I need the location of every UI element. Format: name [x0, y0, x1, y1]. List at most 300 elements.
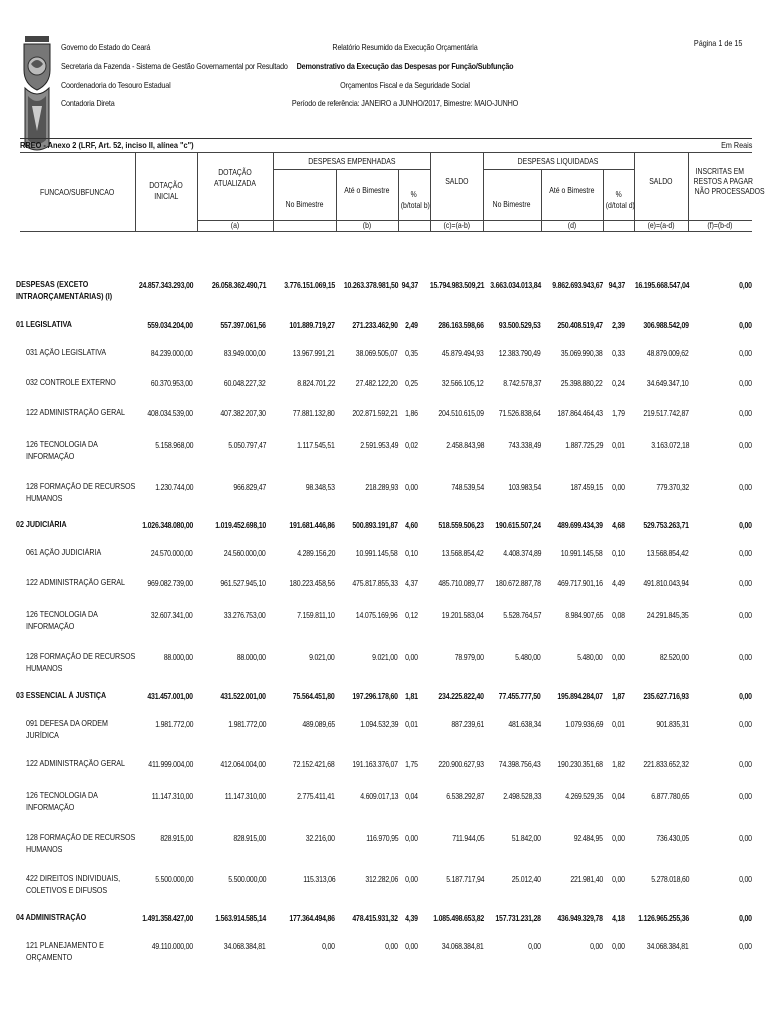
- row-label: [26, 832, 150, 857]
- cell-dotacao-atualizada: 5.500.000,00: [227, 875, 266, 884]
- cell-inscritas: 0,00: [739, 942, 752, 951]
- cell-saldo-c: 2.458.843,98: [445, 441, 484, 450]
- cell-dotacao-inicial: 431.457.001,00: [147, 692, 193, 701]
- cell-emp-ate-bimestre: 500.893.191,87: [352, 521, 398, 530]
- cell-dotacao-atualizada: 828.915,00: [233, 834, 266, 843]
- cell-emp-ate-bimestre: 478.415.931,32: [352, 914, 398, 923]
- cell-emp-no-bimestre: 489.089,65: [302, 720, 335, 729]
- cell-dotacao-atualizada: 24.560.000,00: [224, 549, 266, 558]
- row-label-line: 126 TECNOLOGIA DA: [26, 440, 98, 449]
- cell-emp-no-bimestre: 32.216,00: [305, 834, 335, 843]
- cell-dotacao-inicial: 60.370.953,00: [151, 379, 193, 388]
- cell-emp-ate-bimestre: 202.871.592,21: [352, 409, 398, 418]
- cell-emp-ate-bimestre: 1.094.532,39: [359, 720, 398, 729]
- cell-liq-pct: 0,01: [612, 441, 625, 450]
- cell-emp-no-bimestre: 13.967.991,21: [293, 349, 335, 358]
- cell-liq-no-bimestre: 157.731.231,28: [495, 914, 541, 923]
- cell-emp-no-bimestre: 191.681.446,86: [289, 521, 335, 530]
- cell-liq-no-bimestre: 481.638,34: [508, 720, 541, 729]
- cell-emp-ate-bimestre: 4.609.017,13: [359, 792, 398, 801]
- cell-liq-pct: 4,49: [612, 579, 625, 588]
- cell-liq-ate-bimestre: 436.949.329,78: [557, 914, 603, 923]
- col-dotacao-atualizada: DOTAÇÃO ATUALIZADA: [214, 168, 256, 188]
- col-dotacao-inicial: DOTAÇÃO INICIAL: [149, 181, 183, 201]
- group-liquidadas: DESPESAS LIQUIDADAS: [518, 157, 599, 166]
- cell-inscritas: 0,00: [739, 875, 752, 884]
- cell-saldo-e: 48.879.009,62: [647, 349, 689, 358]
- cell-dotacao-atualizada: 1.981.772,00: [227, 720, 266, 729]
- cell-saldo-c: 711.944,05: [451, 834, 484, 843]
- row-label-line: 061 AÇÃO JUDICIÁRIA: [26, 548, 102, 557]
- cell-dotacao-inicial: 408.034.539,00: [147, 409, 193, 418]
- cell-saldo-c: 34.068.384,81: [442, 942, 484, 951]
- cell-liq-no-bimestre: 3.663.034.013,84: [490, 281, 541, 290]
- cell-emp-no-bimestre: 180.223.458,56: [289, 579, 335, 588]
- cell-dotacao-inicial: 49.110.000,00: [151, 942, 193, 951]
- row-label-line: 031 AÇÃO LEGISLATIVA: [26, 348, 107, 357]
- row-label-line: 126 TECNOLOGIA DA: [26, 610, 98, 619]
- row-label-line: INFORMAÇÃO: [26, 803, 75, 813]
- cell-emp-ate-bimestre: 218.289,93: [365, 483, 398, 492]
- cell-liq-ate-bimestre: 5.480,00: [577, 653, 603, 662]
- col-liq-ate-bimestre: Até o Bimestre: [549, 186, 595, 195]
- report-header: [250, 38, 560, 113]
- cell-emp-no-bimestre: 0,00: [322, 942, 335, 951]
- cell-dotacao-atualizada: 34.068.384,81: [224, 942, 266, 951]
- col-saldo-e-ref: (e)=(a-d): [647, 221, 675, 230]
- cell-liq-ate-bimestre: 190.230.351,68: [557, 760, 603, 769]
- cell-inscritas: 0,00: [739, 281, 752, 290]
- row-label-line: 122 ADMINISTRAÇÃO GERAL: [26, 578, 125, 587]
- cell-emp-ate-bimestre: 27.482.122,20: [356, 379, 398, 388]
- report-period: Período de referência: JANEIRO a JUNHO/2017, Bimestre: MAIO-JUNHO: [291, 98, 519, 109]
- cell-liq-pct: 0,00: [612, 834, 625, 843]
- cell-dotacao-inicial: 24.857.343.293,00: [138, 281, 193, 290]
- cell-dotacao-atualizada: 966.829,47: [233, 483, 266, 492]
- cell-saldo-e: 3.163.072,18: [650, 441, 689, 450]
- cell-emp-no-bimestre: 72.152.421,68: [293, 760, 335, 769]
- cell-liq-no-bimestre: 71.526.838,64: [499, 409, 541, 418]
- col-emp-pct: % (b/total b): [400, 190, 430, 210]
- cell-saldo-e: 221.833.652,32: [643, 760, 689, 769]
- cell-dotacao-inicial: 32.607.341,00: [151, 611, 193, 620]
- cell-emp-pct: 4,39: [405, 914, 418, 923]
- cell-dotacao-atualizada: 5.050.797,47: [227, 441, 266, 450]
- cell-inscritas: 0,00: [739, 483, 752, 492]
- cell-saldo-e: 6.877.780,65: [650, 792, 689, 801]
- row-label: [26, 758, 138, 770]
- cell-liq-ate-bimestre: 25.398.880,22: [561, 379, 603, 388]
- cell-emp-no-bimestre: 8.824.701,22: [296, 379, 335, 388]
- cell-emp-pct: 0,00: [405, 942, 418, 951]
- cell-emp-pct: 4,60: [405, 521, 418, 530]
- cell-liq-pct: 1,79: [612, 409, 625, 418]
- cell-saldo-c: 45.879.494,93: [442, 349, 484, 358]
- cell-liq-pct: 0,04: [612, 792, 625, 801]
- cell-inscritas: 0,00: [739, 521, 752, 530]
- cell-emp-no-bimestre: 75.564.451,80: [293, 692, 335, 701]
- cell-liq-ate-bimestre: 469.717.901,16: [557, 579, 603, 588]
- col-funcao: FUNCAO/SUBFUNCAO: [40, 188, 115, 197]
- cell-emp-no-bimestre: 7.159.811,10: [297, 611, 335, 620]
- cell-liq-no-bimestre: 77.455.777,50: [499, 692, 541, 701]
- cell-liq-ate-bimestre: 221.981,40: [570, 875, 603, 884]
- cell-emp-pct: 0,35: [405, 349, 418, 358]
- cell-emp-ate-bimestre: 116.970,95: [365, 834, 398, 843]
- cell-liq-no-bimestre: 51.842,00: [511, 834, 541, 843]
- cell-dotacao-atualizada: 412.064.004,00: [220, 760, 266, 769]
- cell-saldo-e: 306.988.542,09: [643, 321, 689, 330]
- cell-saldo-e: 34.068.384,81: [647, 942, 689, 951]
- row-label-line: 01 LEGISLATIVA: [16, 320, 72, 329]
- row-label: [26, 577, 138, 589]
- cell-emp-no-bimestre: 77.881.132,80: [293, 409, 335, 418]
- row-label: [26, 347, 117, 359]
- cell-liq-ate-bimestre: 187.864.464,43: [557, 409, 603, 418]
- cell-dotacao-inicial: 411.999.004,00: [148, 760, 193, 769]
- cell-dotacao-inicial: 5.500.000,00: [154, 875, 193, 884]
- cell-liq-ate-bimestre: 0,00: [590, 942, 603, 951]
- cell-emp-no-bimestre: 3.776.151.069,15: [284, 281, 335, 290]
- row-label-line: 032 CONTROLE EXTERNO: [26, 378, 116, 387]
- col-inscritas-ref: (f)=(b-d): [707, 221, 733, 230]
- cell-dotacao-atualizada: 557.397.061,56: [220, 321, 266, 330]
- cell-saldo-c: 748.539,54: [451, 483, 484, 492]
- cell-dotacao-inicial: 11.147.310,00: [151, 792, 193, 801]
- cell-liq-pct: 0,00: [612, 483, 625, 492]
- cell-dotacao-atualizada: 83.949.000,00: [224, 349, 266, 358]
- cell-inscritas: 0,00: [739, 409, 752, 418]
- cell-dotacao-inicial: 1.981.772,00: [154, 720, 193, 729]
- cell-liq-ate-bimestre: 8.984.907,65: [564, 611, 603, 620]
- cell-liq-no-bimestre: 180.672.887,78: [495, 579, 541, 588]
- row-label: [26, 940, 114, 965]
- col-saldo-e: SALDO: [649, 177, 673, 186]
- cell-saldo-c: 5.187.717,94: [445, 875, 484, 884]
- row-label: [26, 718, 119, 743]
- cell-liq-no-bimestre: 2.498.528,33: [502, 792, 541, 801]
- cell-saldo-e: 219.517.742,87: [643, 409, 689, 418]
- cell-liq-pct: 0,10: [612, 549, 625, 558]
- row-label: [16, 690, 118, 702]
- cell-liq-ate-bimestre: 4.269.529,35: [564, 792, 603, 801]
- col-liq-ate-ref: (d): [567, 221, 577, 230]
- cell-dotacao-inicial: 1.491.358.427,00: [142, 914, 193, 923]
- cell-liq-ate-bimestre: 10.991.145,58: [561, 549, 603, 558]
- gov-line-contadoria: Contadoria Direta: [61, 98, 115, 109]
- cell-inscritas: 0,00: [739, 441, 752, 450]
- cell-dotacao-atualizada: 431.522.001,00: [220, 692, 266, 701]
- cell-saldo-e: 529.753.263,71: [643, 521, 689, 530]
- gov-line-secretary: Secretaria da Fazenda - Sistema de Gestão Governamental por Resultado: [61, 60, 288, 71]
- cell-emp-ate-bimestre: 10.263.378.981,50: [343, 281, 398, 290]
- cell-inscritas: 0,00: [739, 611, 752, 620]
- cell-emp-no-bimestre: 98.348,53: [305, 483, 335, 492]
- cell-liq-pct: 1,87: [612, 692, 625, 701]
- cell-emp-ate-bimestre: 271.233.462,90: [352, 321, 398, 330]
- cell-dotacao-inicial: 1.026.348.080,00: [142, 521, 193, 530]
- row-label-line: 122 ADMINISTRAÇÃO GERAL: [26, 759, 125, 768]
- cell-dotacao-atualizada: 961.527.945,10: [220, 579, 266, 588]
- cell-liq-pct: 0,01: [612, 720, 625, 729]
- col-saldo-c-ref: (c)=(a-b): [443, 221, 470, 230]
- row-label: [26, 407, 138, 419]
- cell-liq-ate-bimestre: 92.484,95: [573, 834, 603, 843]
- cell-liq-no-bimestre: 4.408.374,89: [502, 549, 541, 558]
- cell-emp-no-bimestre: 177.364.494,86: [289, 914, 335, 923]
- cell-inscritas: 0,00: [739, 349, 752, 358]
- cell-saldo-e: 82.520,00: [659, 653, 689, 662]
- cell-emp-pct: 1,86: [405, 409, 418, 418]
- cell-emp-no-bimestre: 115.313,06: [302, 875, 335, 884]
- cell-saldo-c: 13.568.854,42: [442, 549, 484, 558]
- cell-liq-pct: 0,24: [612, 379, 625, 388]
- row-label-line: INFORMAÇÃO: [26, 622, 75, 632]
- row-label-line: 02 JUDICIÁRIA: [16, 520, 67, 529]
- cell-saldo-e: 1.126.965.255,36: [638, 914, 689, 923]
- row-label-line: 04 ADMINISTRAÇÃO: [16, 913, 87, 922]
- cell-liq-no-bimestre: 103.983,54: [508, 483, 541, 492]
- col-emp-no-bimestre: No Bimestre: [285, 200, 324, 209]
- cell-liq-pct: 0,00: [612, 653, 625, 662]
- cell-inscritas: 0,00: [739, 579, 752, 588]
- cell-saldo-e: 13.568.854,42: [647, 549, 689, 558]
- cell-emp-no-bimestre: 9.021,00: [309, 653, 335, 662]
- cell-dotacao-atualizada: 60.048.227,32: [224, 379, 266, 388]
- row-label: [16, 279, 125, 304]
- cell-emp-pct: 2,49: [405, 321, 418, 330]
- row-label-line: 03 ESSENCIAL À JUSTIÇA: [16, 691, 107, 700]
- gov-line-coordination: Coordenadoria do Tesouro Estadual: [61, 79, 171, 90]
- cell-saldo-c: 78.979,00: [454, 653, 484, 662]
- row-label-line: 121 PLANEJAMENTO E: [26, 941, 104, 950]
- cell-saldo-c: 518.559.506,23: [438, 521, 484, 530]
- cell-emp-pct: 0,00: [405, 834, 418, 843]
- cell-inscritas: 0,00: [739, 760, 752, 769]
- cell-saldo-c: 6.538.292,87: [445, 792, 484, 801]
- cell-emp-no-bimestre: 2.775.411,41: [297, 792, 335, 801]
- cell-liq-no-bimestre: 74.398.756,43: [499, 760, 541, 769]
- cell-emp-ate-bimestre: 191.163.376,07: [352, 760, 398, 769]
- cell-liq-pct: 0,08: [612, 611, 625, 620]
- group-empenhadas: DESPESAS EMPENHADAS: [307, 157, 396, 166]
- cell-dotacao-inicial: 84.239.000,00: [151, 349, 193, 358]
- cell-emp-ate-bimestre: 312.282,06: [365, 875, 398, 884]
- cell-saldo-e: 491.810.043,94: [643, 579, 689, 588]
- annex-title: RREO - Anexo 2 (LRF, Art. 52, inciso II, alínea "c"): [20, 140, 194, 150]
- row-label-line: HUMANOS: [26, 494, 63, 504]
- cell-emp-ate-bimestre: 197.296.178,60: [352, 692, 398, 701]
- col-liq-pct: % (d/total d): [605, 190, 635, 210]
- col-inscritas: INSCRITAS EM RESTOS A PAGAR NÃO PROCESSADOS: [693, 167, 765, 196]
- cell-liq-no-bimestre: 190.615.507,24: [495, 521, 541, 530]
- col-liq-no-bimestre: No Bimestre: [493, 200, 531, 209]
- row-label: [16, 912, 96, 924]
- cell-emp-pct: 0,02: [405, 441, 418, 450]
- cell-liq-ate-bimestre: 1.079.936,69: [564, 720, 603, 729]
- row-label-line: DESPESAS (EXCETO: [16, 280, 89, 289]
- cell-inscritas: 0,00: [739, 720, 752, 729]
- cell-saldo-c: 234.225.822,40: [438, 692, 484, 701]
- cell-emp-pct: 4,37: [405, 579, 418, 588]
- cell-inscritas: 0,00: [739, 321, 752, 330]
- cell-emp-no-bimestre: 1.117.545,51: [297, 441, 335, 450]
- cell-liq-no-bimestre: 8.742.578,37: [502, 379, 541, 388]
- cell-liq-pct: 4,68: [612, 521, 625, 530]
- col-emp-ate-ref: (b): [362, 221, 372, 230]
- ceara-coat-of-arms-icon: [22, 36, 52, 154]
- row-label-line: 128 FORMAÇÃO DE RECURSOS: [26, 833, 136, 842]
- cell-emp-pct: 0,00: [405, 483, 418, 492]
- cell-liq-pct: 0,00: [612, 875, 625, 884]
- cell-saldo-e: 24.291.845,35: [647, 611, 689, 620]
- divider: [20, 138, 752, 139]
- cell-dotacao-inicial: 1.230.744,00: [154, 483, 193, 492]
- cell-emp-no-bimestre: 4.289.156,20: [296, 549, 335, 558]
- cell-saldo-e: 736.430,05: [656, 834, 689, 843]
- cell-saldo-c: 485.710.089,77: [438, 579, 484, 588]
- cell-liq-no-bimestre: 0,00: [528, 942, 541, 951]
- cell-emp-pct: 94,37: [401, 281, 418, 290]
- cell-emp-ate-bimestre: 475.817.855,33: [352, 579, 398, 588]
- cell-dotacao-atualizada: 26.058.362.490,71: [211, 281, 266, 290]
- cell-emp-pct: 0,00: [405, 875, 418, 884]
- row-label: [16, 519, 74, 531]
- cell-inscritas: 0,00: [739, 692, 752, 701]
- cell-liq-pct: 4,18: [612, 914, 625, 923]
- gov-line-state: Governo do Estado do Ceará: [61, 42, 151, 52]
- cell-saldo-c: 220.900.627,93: [438, 760, 484, 769]
- report-title: Relatório Resumido da Execução Orçamentária: [332, 42, 478, 52]
- cell-dotacao-atualizada: 407.382.207,30: [220, 409, 266, 418]
- row-label-line: 422 DIREITOS INDIVIDUAIS,: [26, 874, 121, 883]
- cell-saldo-e: 235.627.716,93: [643, 692, 689, 701]
- report-subtitle: Demonstrativo da Execução das Despesas por Função/Subfunção: [296, 60, 514, 71]
- cell-liq-ate-bimestre: 35.069.990,38: [561, 349, 603, 358]
- cell-emp-pct: 0,00: [405, 653, 418, 662]
- row-label-line: COLETIVOS E DIFUSOS: [26, 886, 108, 896]
- cell-emp-ate-bimestre: 9.021,00: [372, 653, 398, 662]
- row-label: [26, 547, 111, 559]
- cell-emp-ate-bimestre: 38.069.505,07: [356, 349, 398, 358]
- cell-liq-ate-bimestre: 195.894.284,07: [557, 692, 603, 701]
- col-emp-ate-bimestre: Até o Bimestre: [344, 186, 390, 195]
- cell-emp-pct: 0,04: [405, 792, 418, 801]
- cell-dotacao-atualizada: 1.563.914.585,14: [215, 914, 266, 923]
- cell-liq-pct: 1,82: [612, 760, 625, 769]
- cell-liq-no-bimestre: 93.500.529,53: [499, 321, 541, 330]
- cell-inscritas: 0,00: [739, 834, 752, 843]
- cell-saldo-c: 19.201.583,04: [442, 611, 484, 620]
- cell-inscritas: 0,00: [739, 653, 752, 662]
- cell-dotacao-inicial: 24.570.000,00: [151, 549, 193, 558]
- cell-liq-no-bimestre: 25.012,40: [511, 875, 541, 884]
- cell-emp-ate-bimestre: 14.075.169,96: [356, 611, 398, 620]
- cell-liq-ate-bimestre: 187.459,15: [570, 483, 603, 492]
- cell-liq-pct: 2,39: [612, 321, 625, 330]
- row-label: [26, 481, 150, 506]
- cell-liq-ate-bimestre: 1.887.725,29: [564, 441, 603, 450]
- cell-dotacao-atualizada: 33.276.753,00: [224, 611, 266, 620]
- row-label: [16, 319, 80, 331]
- row-label-line: 128 FORMAÇÃO DE RECURSOS: [26, 482, 136, 491]
- cell-emp-pct: 1,75: [405, 760, 418, 769]
- cell-liq-no-bimestre: 5.480,00: [515, 653, 541, 662]
- cell-dotacao-inicial: 88.000,00: [163, 653, 193, 662]
- row-label-line: INFORMAÇÃO: [26, 452, 75, 462]
- cell-dotacao-inicial: 5.158.968,00: [154, 441, 193, 450]
- cell-inscritas: 0,00: [739, 379, 752, 388]
- cell-emp-ate-bimestre: 2.591.953,49: [359, 441, 398, 450]
- page-number: Página 1 de 15: [693, 38, 742, 48]
- row-label: [26, 651, 150, 676]
- cell-saldo-e: 34.649.347,10: [647, 379, 689, 388]
- cell-saldo-e: 779.370,32: [656, 483, 689, 492]
- cell-emp-no-bimestre: 101.889.719,27: [289, 321, 335, 330]
- row-label-line: JURÍDICA: [26, 731, 59, 741]
- cell-inscritas: 0,00: [739, 792, 752, 801]
- cell-inscritas: 0,00: [739, 549, 752, 558]
- cell-saldo-c: 204.510.615,09: [438, 409, 484, 418]
- cell-liq-pct: 94,37: [608, 281, 625, 290]
- cell-emp-ate-bimestre: 10.991.145,58: [356, 549, 398, 558]
- cell-saldo-c: 15.794.983.509,21: [429, 281, 484, 290]
- row-label: [26, 609, 108, 634]
- cell-emp-pct: 0,12: [405, 611, 418, 620]
- currency-unit: Em Reais: [720, 140, 752, 150]
- row-label-line: 122 ADMINISTRAÇÃO GERAL: [26, 408, 125, 417]
- cell-liq-pct: 0,00: [612, 942, 625, 951]
- cell-liq-ate-bimestre: 9.862.693.943,67: [552, 281, 603, 290]
- cell-saldo-e: 5.278.018,60: [650, 875, 689, 884]
- cell-dotacao-atualizada: 1.019.452.698,10: [215, 521, 266, 530]
- cell-liq-no-bimestre: 5.528.764,57: [502, 611, 541, 620]
- col-dotacao-atualizada-ref: (a): [230, 221, 240, 230]
- cell-dotacao-atualizada: 88.000,00: [236, 653, 266, 662]
- cell-liq-ate-bimestre: 489.699.434,39: [557, 521, 603, 530]
- cell-liq-ate-bimestre: 250.408.519,47: [557, 321, 603, 330]
- cell-emp-pct: 0,01: [405, 720, 418, 729]
- row-label-line: 091 DEFESA DA ORDEM: [26, 719, 108, 728]
- row-label: [26, 873, 133, 898]
- cell-dotacao-inicial: 559.034.204,00: [147, 321, 193, 330]
- cell-emp-pct: 0,10: [405, 549, 418, 558]
- row-label-line: ORÇAMENTO: [26, 953, 73, 963]
- cell-liq-pct: 0,33: [612, 349, 625, 358]
- cell-saldo-c: 32.566.105,12: [442, 379, 484, 388]
- row-label: [26, 790, 108, 815]
- cell-emp-ate-bimestre: 0,00: [385, 942, 398, 951]
- cell-saldo-c: 887.239,61: [451, 720, 484, 729]
- row-label: [26, 439, 108, 464]
- cell-liq-no-bimestre: 12.383.790,49: [499, 349, 541, 358]
- cell-saldo-c: 1.085.498.653,82: [433, 914, 484, 923]
- col-saldo-c: SALDO: [444, 177, 469, 186]
- cell-saldo-e: 901.835,31: [656, 720, 689, 729]
- cell-saldo-c: 286.163.598,66: [438, 321, 484, 330]
- cell-dotacao-inicial: 828.915,00: [160, 834, 193, 843]
- cell-liq-no-bimestre: 743.338,49: [508, 441, 541, 450]
- row-label-line: 128 FORMAÇÃO DE RECURSOS: [26, 652, 136, 661]
- row-label: [26, 377, 128, 389]
- row-label-line: HUMANOS: [26, 664, 63, 674]
- cell-saldo-e: 16.195.668.547,04: [634, 281, 689, 290]
- row-label-line: HUMANOS: [26, 845, 63, 855]
- cell-inscritas: 0,00: [739, 914, 752, 923]
- cell-dotacao-inicial: 969.082.739,00: [147, 579, 193, 588]
- cell-emp-pct: 0,25: [405, 379, 418, 388]
- cell-emp-pct: 1,81: [405, 692, 418, 701]
